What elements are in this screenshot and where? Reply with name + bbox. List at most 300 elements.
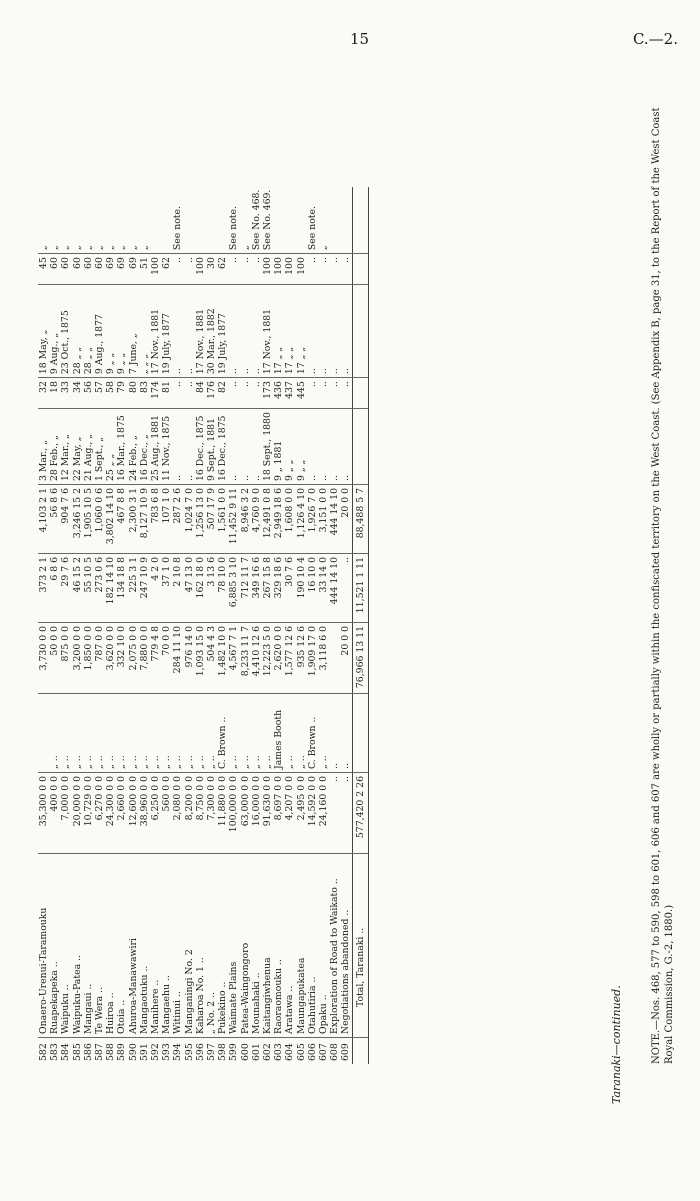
cell-remarks	[150, 187, 161, 254]
cell-doc: 83	[139, 378, 150, 409]
cell-remarks	[329, 187, 340, 254]
table-row	[195, 187, 206, 1064]
cell-remarks: „	[116, 187, 127, 254]
table-row	[150, 187, 161, 1064]
cell-date: 16 Dec., 1875	[195, 409, 206, 485]
cell-name: Waipuku-Patea ..	[72, 854, 83, 1038]
cell-completed: ..	[340, 285, 352, 378]
cell-pct: 60	[83, 254, 94, 285]
cell-total: 8,127 10 9	[139, 485, 150, 554]
cell-date: ..	[240, 409, 251, 485]
table-row	[72, 187, 83, 1064]
cell-no: 591	[138, 1043, 150, 1061]
cell-agent: „ ..	[240, 694, 251, 773]
total-total: 88,488 5 7	[352, 485, 368, 554]
cell-area: 2,080 0 0	[172, 773, 183, 854]
rotated-table-page	[30, 68, 680, 1108]
cell-date: 16 Dec., „	[139, 409, 150, 485]
cell-total: 11,452 9 11	[228, 485, 239, 554]
cell-name: Raoraomouku ..	[273, 854, 284, 1038]
table-row	[240, 187, 251, 1064]
cell-date: ..	[340, 409, 352, 485]
cell-area: 100,000 0 0	[228, 773, 239, 854]
cell-pct: 100	[262, 254, 273, 285]
cell-no: 603	[273, 1043, 285, 1061]
cell-paid: 20 0 0	[340, 623, 352, 694]
cell-date: ..	[228, 409, 239, 485]
cell-pct: 62	[161, 254, 172, 285]
cell-remarks	[161, 187, 172, 254]
cell-remarks: „	[318, 187, 329, 254]
cell-no: 608	[329, 1043, 341, 1061]
cell-remarks: See No. 469.	[262, 187, 273, 254]
cell-completed: 17 Nov., 1881	[195, 285, 206, 378]
cell-area: 24,300 0 0	[105, 773, 116, 854]
cell-remarks: „	[139, 187, 150, 254]
cell-area: 400 0 0	[49, 773, 60, 854]
cell-remarks	[273, 187, 284, 254]
total-paid: 76,966 13 11	[352, 623, 368, 694]
cell-completed: ..	[240, 285, 251, 378]
cell-agent: „ ..	[128, 694, 139, 773]
cell-doc: 56	[83, 378, 94, 409]
purchase-table	[38, 187, 369, 1064]
cell-pct: 60	[94, 254, 105, 285]
cell-agent: „ ..	[72, 694, 83, 773]
cell-pct: 30	[206, 254, 217, 285]
cell-paid: 50 0 0	[49, 623, 60, 694]
cell-doc: ..	[228, 378, 239, 409]
cell-expenses: 349 16 6	[251, 554, 262, 623]
table-row	[83, 187, 94, 1064]
cell-paid: 976 14 0	[184, 623, 195, 694]
cell-pct: 100	[284, 254, 295, 285]
cell-no: 583	[49, 1043, 61, 1061]
cell-doc: ..	[318, 378, 329, 409]
cell-name: Waimate Plains	[228, 854, 239, 1038]
cell-paid: 3,118 6 0	[318, 623, 329, 694]
cell-completed: 28 „ „	[72, 285, 83, 378]
cell-total: 8,946 3 2	[240, 485, 251, 554]
cell-total: 2,300 3 1	[128, 485, 139, 554]
cell-completed: 18 May, „	[38, 285, 49, 378]
cell-paid: 787 0 0	[94, 623, 105, 694]
cell-paid	[329, 623, 340, 694]
cell-remarks	[206, 187, 217, 254]
cell-paid: 1,909 17 0	[307, 623, 318, 694]
table-row	[161, 187, 172, 1064]
cell-date: 16 Mar., 1875	[116, 409, 127, 485]
cell-name: Onaero-Urenui-Taramouku	[38, 854, 49, 1038]
cell-completed: 17 „ „	[284, 285, 295, 378]
cell-expenses: 134 18 8	[116, 554, 127, 623]
cell-total: 2,949 18 6	[273, 485, 284, 554]
cell-agent: „ ..	[172, 694, 183, 773]
cell-area: 8,200 0 0	[184, 773, 195, 854]
table-row	[340, 187, 352, 1064]
cell-paid: 8,233 11 7	[240, 623, 251, 694]
cell-date: 24 Feb., „	[128, 409, 139, 485]
cell-agent: „ ..	[161, 694, 172, 773]
cell-paid: 3,730 0 0	[38, 623, 49, 694]
cell-expenses: ..	[340, 554, 352, 623]
cell-pct: 51	[139, 254, 150, 285]
cell-date: 11 Nov., 1875	[161, 409, 172, 485]
cell-agent: „ ..	[318, 694, 329, 773]
cell-remarks: „	[94, 187, 105, 254]
total-empty-cell	[352, 378, 368, 409]
cell-area: 7,300 0 0	[206, 773, 217, 854]
cell-doc: 82	[217, 378, 228, 409]
cell-total: 444 14 10	[329, 485, 340, 554]
cell-name: Huiroa ..	[105, 854, 116, 1038]
cell-doc: ..	[184, 378, 195, 409]
cell-area: 12,600 0 0	[128, 773, 139, 854]
cell-name: Manihere ..	[150, 854, 161, 1038]
cell-paid: 4,567 7 1	[228, 623, 239, 694]
cell-completed: ..	[307, 285, 318, 378]
cell-name: Maungapukatea	[296, 854, 307, 1038]
cell-date: 9 „ „	[296, 409, 307, 485]
cell-area: 8,750 0 0	[195, 773, 206, 854]
cell-date: 3 Mar., „	[38, 409, 49, 485]
cell-paid: 1,482 10 0	[217, 623, 228, 694]
cell-pct: ..	[228, 254, 239, 285]
cell-name: Mounahaki ..	[251, 854, 262, 1038]
cell-doc: 58	[105, 378, 116, 409]
cell-doc: ..	[240, 378, 251, 409]
section-label: Taranaki—continued.	[610, 985, 623, 1104]
total-row	[352, 187, 368, 1064]
cell-total: 4,103 2 1	[38, 485, 49, 554]
page-number: 15	[350, 30, 370, 48]
total-empty-cell	[352, 285, 368, 378]
cell-paid: 2,620 0 0	[273, 623, 284, 694]
cell-expenses: 3 13 6	[206, 554, 217, 623]
cell-expenses: 267 15 8	[262, 554, 273, 623]
cell-completed: 17 Nov., 1881	[262, 285, 273, 378]
cell-no: 590	[127, 1043, 139, 1061]
cell-completed: 19 July, 1877	[217, 285, 228, 378]
cell-agent: „ ..	[296, 694, 307, 773]
cell-agent: ..	[329, 694, 340, 773]
table-row	[262, 187, 273, 1064]
cell-no: 585	[71, 1043, 83, 1061]
cell-pct: 45	[38, 254, 49, 285]
cell-doc: 84	[195, 378, 206, 409]
cell-pct: ..	[329, 254, 340, 285]
cell-doc: 437	[284, 378, 295, 409]
cell-remarks: „	[60, 187, 71, 254]
cell-name: Pukekino ..	[217, 854, 228, 1038]
cell-completed: ..	[251, 285, 262, 378]
cell-completed: 23 Oct., 1875	[60, 285, 71, 378]
cell-area: 4,207 0 0	[284, 773, 295, 854]
cell-completed: ..	[228, 285, 239, 378]
cell-name: Mangaotuku ..	[139, 854, 150, 1038]
cell-expenses: 29 7 6	[60, 554, 71, 623]
cell-expenses: 190 10 4	[296, 554, 307, 623]
cell-no: 586	[82, 1043, 94, 1061]
cell-doc: 81	[161, 378, 172, 409]
cell-no: 597	[206, 1043, 218, 1061]
cell-doc: 173	[262, 378, 273, 409]
total-empty-cell	[352, 1038, 368, 1065]
cell-paid: 1,093 15 0	[195, 623, 206, 694]
cell-agent: „ ..	[105, 694, 116, 773]
table-row	[128, 187, 139, 1064]
cell-name: Aratawa ..	[284, 854, 295, 1038]
table-body	[38, 187, 368, 1064]
cell-no: 601	[250, 1043, 262, 1061]
cell-no: 602	[262, 1043, 274, 1061]
cell-doc: 80	[128, 378, 139, 409]
cell-date: ..	[307, 409, 318, 485]
cell-area: 24,160 0 0	[318, 773, 329, 854]
cell-paid: 3,620 0 0	[105, 623, 116, 694]
cell-pct: 100	[273, 254, 284, 285]
cell-remarks: See note.	[228, 187, 239, 254]
cell-area: 35,300 0 0	[38, 773, 49, 854]
cell-no: 587	[94, 1043, 106, 1061]
cell-paid: 2,075 0 0	[128, 623, 139, 694]
cell-completed: 17 „ „	[296, 285, 307, 378]
cell-completed: 9 „ „	[105, 285, 116, 378]
cell-remarks	[184, 187, 195, 254]
cell-date: 22 May, „	[72, 409, 83, 485]
table-row	[49, 187, 60, 1064]
cell-date: 16 Dec., 1875	[217, 409, 228, 485]
cell-completed: 28 „ „	[83, 285, 94, 378]
cell-expenses: 2 10 8	[172, 554, 183, 623]
cell-no: 595	[183, 1043, 195, 1061]
cell-completed: 9 Aug., „	[49, 285, 60, 378]
cell-name: Kaitangiwhenua	[262, 854, 273, 1038]
cell-total: 1,024 7 0	[184, 485, 195, 554]
cell-pct: 100	[195, 254, 206, 285]
cell-pct: ..	[340, 254, 352, 285]
cell-date: 25 Aug., 1881	[150, 409, 161, 485]
cell-pct: 60	[72, 254, 83, 285]
cell-expenses: 329 18 6	[273, 554, 284, 623]
cell-doc: ..	[340, 378, 352, 409]
cell-expenses: 30 7 6	[284, 554, 295, 623]
cell-date: 21 Aug., „	[83, 409, 94, 485]
cell-date: ..	[329, 409, 340, 485]
cell-no: 594	[172, 1043, 184, 1061]
cell-doc: ..	[329, 378, 340, 409]
cell-area: 11,880 0 0	[217, 773, 228, 854]
cell-pct: ..	[172, 254, 183, 285]
cell-agent: „ ..	[195, 694, 206, 773]
cell-total: 287 2 6	[172, 485, 183, 554]
cell-pct: ..	[184, 254, 195, 285]
cell-remarks: „	[38, 187, 49, 254]
cell-area: 7,000 0 0	[60, 773, 71, 854]
cell-area: 2,660 0 0	[116, 773, 127, 854]
cell-expenses: 16 10 0	[307, 554, 318, 623]
cell-no: 592	[150, 1043, 162, 1061]
cell-agent: „ ..	[116, 694, 127, 773]
cell-no: 584	[60, 1043, 72, 1061]
cell-completed: ..	[172, 285, 183, 378]
total-area: 577,420 2 26	[352, 773, 368, 854]
cell-name: Negotiations abandoned ..	[340, 854, 352, 1038]
cell-doc: 79	[116, 378, 127, 409]
table-row	[184, 187, 195, 1064]
cell-completed: ..	[184, 285, 195, 378]
cell-pct: 60	[49, 254, 60, 285]
cell-remarks	[217, 187, 228, 254]
cell-agent: „ ..	[49, 694, 60, 773]
table-row	[206, 187, 217, 1064]
cell-area: 16,000 0 0	[251, 773, 262, 854]
cell-paid: 875 0 0	[60, 623, 71, 694]
cell-date: 9 „ 1881	[273, 409, 284, 485]
cell-total: 1,561 0 0	[217, 485, 228, 554]
cell-area: 63,000 0 0	[240, 773, 251, 854]
table-row	[228, 187, 239, 1064]
cell-completed: „ „ „	[139, 285, 150, 378]
cell-paid: 779 4 8	[150, 623, 161, 694]
cell-total: 1,126 4 10	[296, 485, 307, 554]
table-row	[139, 187, 150, 1064]
cell-pct: ..	[318, 254, 329, 285]
cell-doc: ..	[307, 378, 318, 409]
cell-area: 6,250 0 0	[150, 773, 161, 854]
cell-agent: „ ..	[150, 694, 161, 773]
table-row	[172, 187, 183, 1064]
cell-remarks	[284, 187, 295, 254]
cell-expenses: 46 15 2	[72, 554, 83, 623]
cell-name: Otahutiria ..	[307, 854, 318, 1038]
cell-name: Mangaehu ..	[161, 854, 172, 1038]
cell-paid: 1,577 12 6	[284, 623, 295, 694]
cell-completed: ..	[329, 285, 340, 378]
cell-remarks: „	[49, 187, 60, 254]
cell-remarks: „	[83, 187, 94, 254]
cell-name: Ruapekapeka ..	[49, 854, 60, 1038]
cell-completed: 9 „ „	[116, 285, 127, 378]
table-row	[116, 187, 127, 1064]
cell-remarks	[340, 187, 352, 254]
cell-area: 6,270 0 0	[94, 773, 105, 854]
cell-doc: 445	[296, 378, 307, 409]
cell-no: 589	[116, 1043, 128, 1061]
table-row	[105, 187, 116, 1064]
table-row	[273, 187, 284, 1064]
cell-paid: 12,223 5 0	[262, 623, 273, 694]
cell-no: 598	[217, 1043, 229, 1061]
cell-name: Te Wera ..	[94, 854, 105, 1038]
table-row	[38, 187, 49, 1064]
cell-completed: 19 July, 1877	[161, 285, 172, 378]
cell-expenses: 225 3 1	[128, 554, 139, 623]
total-empty-cell	[352, 254, 368, 285]
cell-completed: 30 Mar., 1882	[206, 285, 217, 378]
cell-pct: 69	[116, 254, 127, 285]
cell-no: 604	[284, 1043, 296, 1061]
cell-doc: ..	[172, 378, 183, 409]
cell-area: 560 0 0	[161, 773, 172, 854]
cell-pct: 60	[60, 254, 71, 285]
cell-date: ..	[184, 409, 195, 485]
cell-expenses: 182 14 10	[105, 554, 116, 623]
cell-no: 593	[161, 1043, 173, 1061]
cell-remarks: „	[240, 187, 251, 254]
table-row	[284, 187, 295, 1064]
cell-total: 783 6 8	[150, 485, 161, 554]
cell-expenses: 78 10 0	[217, 554, 228, 623]
cell-paid: 7,880 0 0	[139, 623, 150, 694]
total-expenses: 11,521 1 11	[352, 554, 368, 623]
cell-total: 1,608 0 0	[284, 485, 295, 554]
cell-total: 3,246 15 2	[72, 485, 83, 554]
cell-no: 582	[38, 1043, 49, 1061]
table-row	[318, 187, 329, 1064]
cell-expenses: 273 0 6	[94, 554, 105, 623]
cell-remarks	[195, 187, 206, 254]
cell-name: Manganingi No. 2	[184, 854, 195, 1038]
cell-no: 600	[239, 1043, 251, 1061]
cell-area: 91,630 0 0	[262, 773, 273, 854]
cell-name: Opaku ..	[318, 854, 329, 1038]
cell-area: 10,729 0 0	[83, 773, 94, 854]
cell-pct: 100	[296, 254, 307, 285]
table-row	[329, 187, 340, 1064]
cell-name: Kaharoa No. 1 ..	[195, 854, 206, 1038]
cell-paid: 284 11 10	[172, 623, 183, 694]
cell-name: Witinui ..	[172, 854, 183, 1038]
cell-paid: 332 10 0	[116, 623, 127, 694]
cell-total: 20 0 0	[340, 485, 352, 554]
cell-date: ..	[318, 409, 329, 485]
cell-completed: 7 June, „	[128, 285, 139, 378]
cell-pct: 62	[217, 254, 228, 285]
cell-pct: ..	[307, 254, 318, 285]
cell-no: 605	[295, 1043, 307, 1061]
footnote: NOTE.—Nos. 468, 577 to 590, 598 to 601, 606 and 607 are wholly or partially within the confiscated territory on the West Coast. (See Appendix B, page 31, to the Report of the West Coast Royal Commission, G.-2, 1880.)	[651, 107, 675, 1064]
table-row	[307, 187, 318, 1064]
table-row	[94, 187, 105, 1064]
cell-agent	[38, 694, 49, 773]
cell-area: 20,000 0 0	[72, 773, 83, 854]
table-row	[60, 187, 71, 1064]
cell-total: 12,491 0 8	[262, 485, 273, 554]
cell-doc: 174	[150, 378, 161, 409]
cell-total: 56 8 6	[49, 485, 60, 554]
cell-pct: 100	[150, 254, 161, 285]
cell-total: 107 1 0	[161, 485, 172, 554]
cell-agent: „ ..	[284, 694, 295, 773]
cell-expenses: 444 14 10	[329, 554, 340, 623]
cell-expenses: 37 1 0	[161, 554, 172, 623]
cell-remarks	[296, 187, 307, 254]
cell-remarks: See note.	[307, 187, 318, 254]
table-row	[296, 187, 307, 1064]
cell-name: „ No. 2 ..	[206, 854, 217, 1038]
cell-agent: „ ..	[251, 694, 262, 773]
cell-doc: ..	[251, 378, 262, 409]
document-reference: C.—2.	[632, 30, 678, 48]
cell-paid: 504 4 3	[206, 623, 217, 694]
cell-agent: C. Brown ..	[307, 694, 318, 773]
cell-paid: 1,850 0 0	[83, 623, 94, 694]
cell-total: 904 7 6	[60, 485, 71, 554]
cell-total: 1,905 10 5	[83, 485, 94, 554]
cell-date: 25 „ „	[105, 409, 116, 485]
cell-pct: 69	[105, 254, 116, 285]
